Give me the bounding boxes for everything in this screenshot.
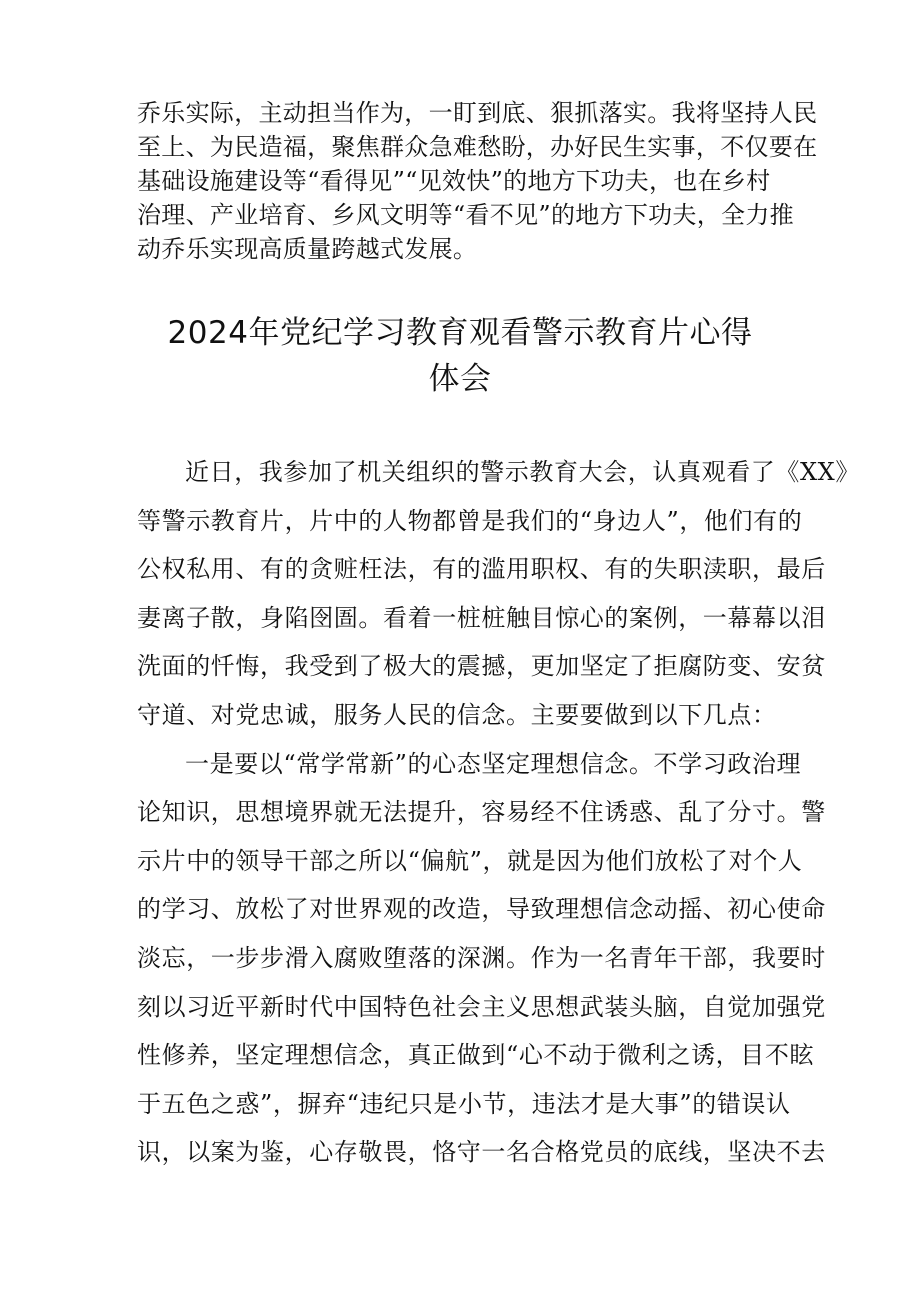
body-line: 的学习、放松了对世界观的改造，导致理想信念动摇、初心使命 (137, 895, 826, 924)
intro-line: 基础设施建设等“看得见”“见效快”的地方下功夫，也在乡村 (137, 167, 771, 195)
body-line: 性修养，坚定理想信念，真正做到“心不动于微利之诱，目不眩 (137, 1041, 815, 1070)
body-line: 等警示教育片，片中的人物都曾是我们的“身边人”，他们有的 (137, 506, 803, 535)
body-line: 识，以案为鉴，心存敬畏，恪守一名合格党员的底线，坚决不去 (137, 1138, 826, 1167)
body-line: 公权私用、有的贪赃枉法，有的滥用职权、有的失职渎职，最后 (137, 555, 826, 584)
intro-line: 乔乐实际，主动担当作为，一盯到底、狠抓落实。我将坚持人民 (137, 99, 818, 127)
paragraph-first-line: 近日，我参加了机关组织的警示教育大会，认真观看了《XX》 (185, 458, 860, 486)
page-title (0, 310, 920, 402)
intro-line: 至上、为民造福，聚焦群众急难愁盼，办好民生实事，不仅要在 (137, 133, 818, 161)
body-line: 守道、对党忠诚，服务人民的信念。主要要做到以下几点： (137, 700, 777, 729)
intro-line: 动乔乐实现高质量跨越式发展。 (137, 235, 478, 263)
body-line: 淡忘，一步步滑入腐败堕落的深渊。作为一名青年干部，我要时 (137, 943, 826, 972)
paragraph-first-line: 一是要以“常学常新”的心态坚定理想信念。不学习政治理 (185, 749, 802, 778)
body-line: 示片中的领导干部之所以“偏航”，就是因为他们放松了对个人 (137, 846, 803, 875)
body-line: 于五色之惑”，摒弃“违纪只是小节，违法才是大事”的错误认 (137, 1089, 791, 1118)
body-text (137, 448, 860, 1177)
body-line: 妻离子散，身陷囹圄。看着一桩桩触目惊心的案例，一幕幕以泪 (137, 603, 826, 632)
title-line: 2024年党纪学习教育观看警示教育片心得 (167, 315, 753, 351)
body-line: 洗面的忏悔，我受到了极大的震撼，更加坚定了拒腐防变、安贫 (137, 652, 826, 681)
intro-line: 治理、产业培育、乡风文明等“看不见”的地方下功夫，全力推 (137, 201, 794, 229)
body-line: 论知识，思想境界就无法提升，容易经不住诱惑、乱了分寸。警 (137, 798, 826, 827)
intro-paragraph (137, 96, 818, 266)
title-line: 体会 (428, 361, 492, 397)
body-line: 刻以习近平新时代中国特色社会主义思想武装头脑，自觉加强党 (137, 992, 826, 1021)
